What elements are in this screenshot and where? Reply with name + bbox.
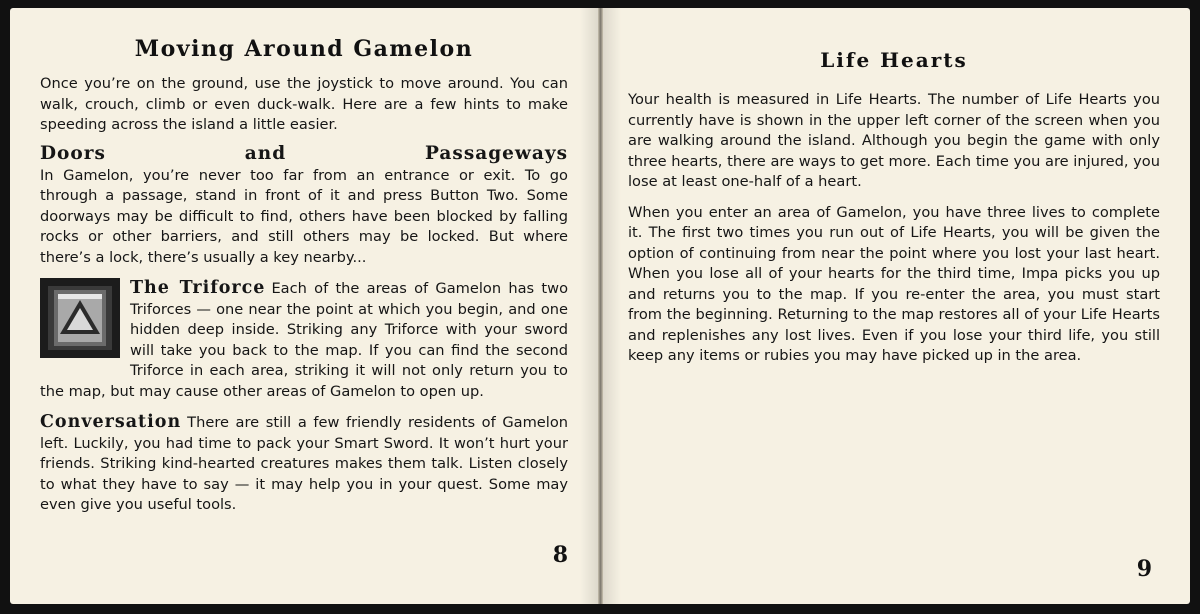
right-page — [603, 8, 1190, 604]
triforce-heading: The Triforce — [130, 278, 266, 298]
left-page — [10, 8, 598, 604]
triforce-section — [40, 278, 568, 402]
conversation-body: There are still a few friendly residents of Gamelon left. Luckily, you had time to pack your Smart Sword. It won’t hurt your friends. Striking kind-hearted creatures makes them talk. Listen closely to what they have to say — it may help you in your quest. Some may even give you useful tools. — [40, 414, 568, 513]
triforce-body: Each of the areas of Gamelon has two Triforces — one near the point at which you begin, and one hidden deep inside. Striking any Triforce with your sword will take you back to the map. If you can find the second Triforce in each area, striking it will not only return you to the map, but may cause other areas of Gamelon to open up. — [40, 280, 568, 400]
doors-section — [40, 142, 568, 269]
page-number-right: 9 — [1136, 556, 1152, 582]
conversation-heading: Conversation — [40, 412, 182, 432]
page-title-life-hearts: Life Hearts — [820, 48, 968, 72]
conversation-paragraph — [40, 412, 568, 516]
doors-heading: Doors and Passageways — [40, 142, 568, 164]
conversation-section — [40, 412, 568, 516]
triforce-icon — [40, 278, 120, 358]
intro-paragraph: Once you’re on the ground, use the joystick to move around. You can walk, crouch, climb or even duck-walk. Here are a few hints to make speeding across the island a little easier. — [40, 75, 568, 133]
page-title-moving-around: Moving Around Gamelon — [134, 36, 474, 62]
life-hearts-paragraph-1: Your health is measured in Life Hearts. The number of Life Hearts you currently have is shown in the upper left corner of the screen when you are walking around the island. Although you begin the game with only three hearts, there are ways to get more. Each time you are injured, you lose at least one-half of a heart. — [628, 91, 1160, 190]
doors-body: In Gamelon, you’re never too far from an entrance or exit. To go through a passage, stand in front of it and press Button Two. Some doorways may be difficult to find, others have been blocked by falling rocks or other barriers, and still others may be locked. But where there’s a lock, there’s usually a key nearby... — [40, 166, 568, 266]
life-hearts-paragraph-2: When you enter an area of Gamelon, you have three lives to complete it. The first two times you run out of Life Hearts, you will be given the option of continuing from near the point where you lost your last heart. When you lose all of your hearts for the third time, Impa picks you up and returns you to the map. If you re-enter the area, you must start from the beginning. Returning to the map restores all of your Life Hearts and replenishes any lost lives. Even if you lose your third life, you still keep any items or rubies you may have picked up in the area. — [628, 203, 1160, 364]
triforce-icon-graphic — [40, 278, 120, 358]
page-number-left: 8 — [552, 542, 568, 568]
